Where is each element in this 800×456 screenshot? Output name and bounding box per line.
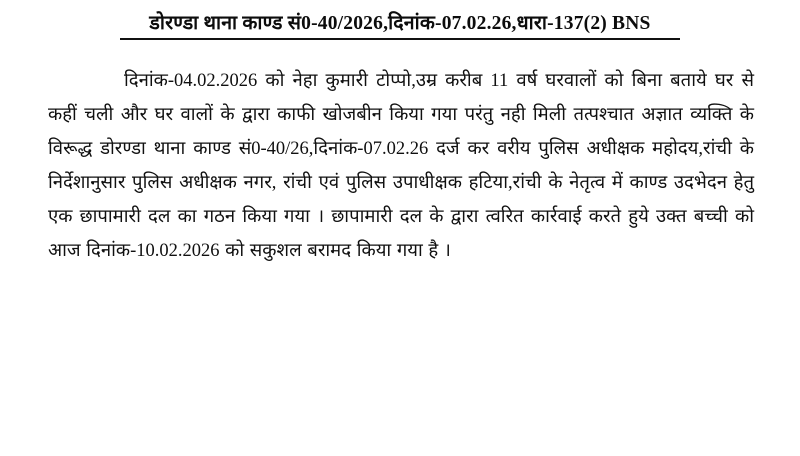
body-paragraph: दिनांक-04.02.2026 को नेहा कुमारी टोप्पो,उम्र करीब 11 वर्ष घरवालों को बिना बताये घर से कहीं चली और घर वालों के द्वारा काफी खोजबीन किया गया परंतु नही मिली तत्पश्चात अज्ञात व्यक्ति के विरूद्ध डोरण्डा थाना काण्ड सं0-40/26,दिनांक-07.02.26 दर्ज कर वरीय पुलिस अधीक्षक महोदय,रांची के निर्देशानुसार पुलिस अधीक्षक नगर, रांची एवं पुलिस उपाधीक्षक हटिया,रांची के नेतृत्व में काण्ड उदभेदन हेतु एक छापामारी दल का गठन किया गया । छापामारी दल के द्वारा त्वरित कार्रवाई करते हुये उक्त बच्ची को आज दिनांक-10.02.2026 को सकुशल बरामद किया गया है । bbox=[48, 70, 754, 261]
document-title: डोरण्डा थाना काण्ड सं0-40/2026,दिनांक-07.02.26,धारा-137(2) BNS bbox=[149, 13, 651, 34]
title-underline bbox=[120, 38, 680, 40]
document-body bbox=[40, 64, 760, 268]
page-bottom-whitespace bbox=[40, 286, 760, 456]
